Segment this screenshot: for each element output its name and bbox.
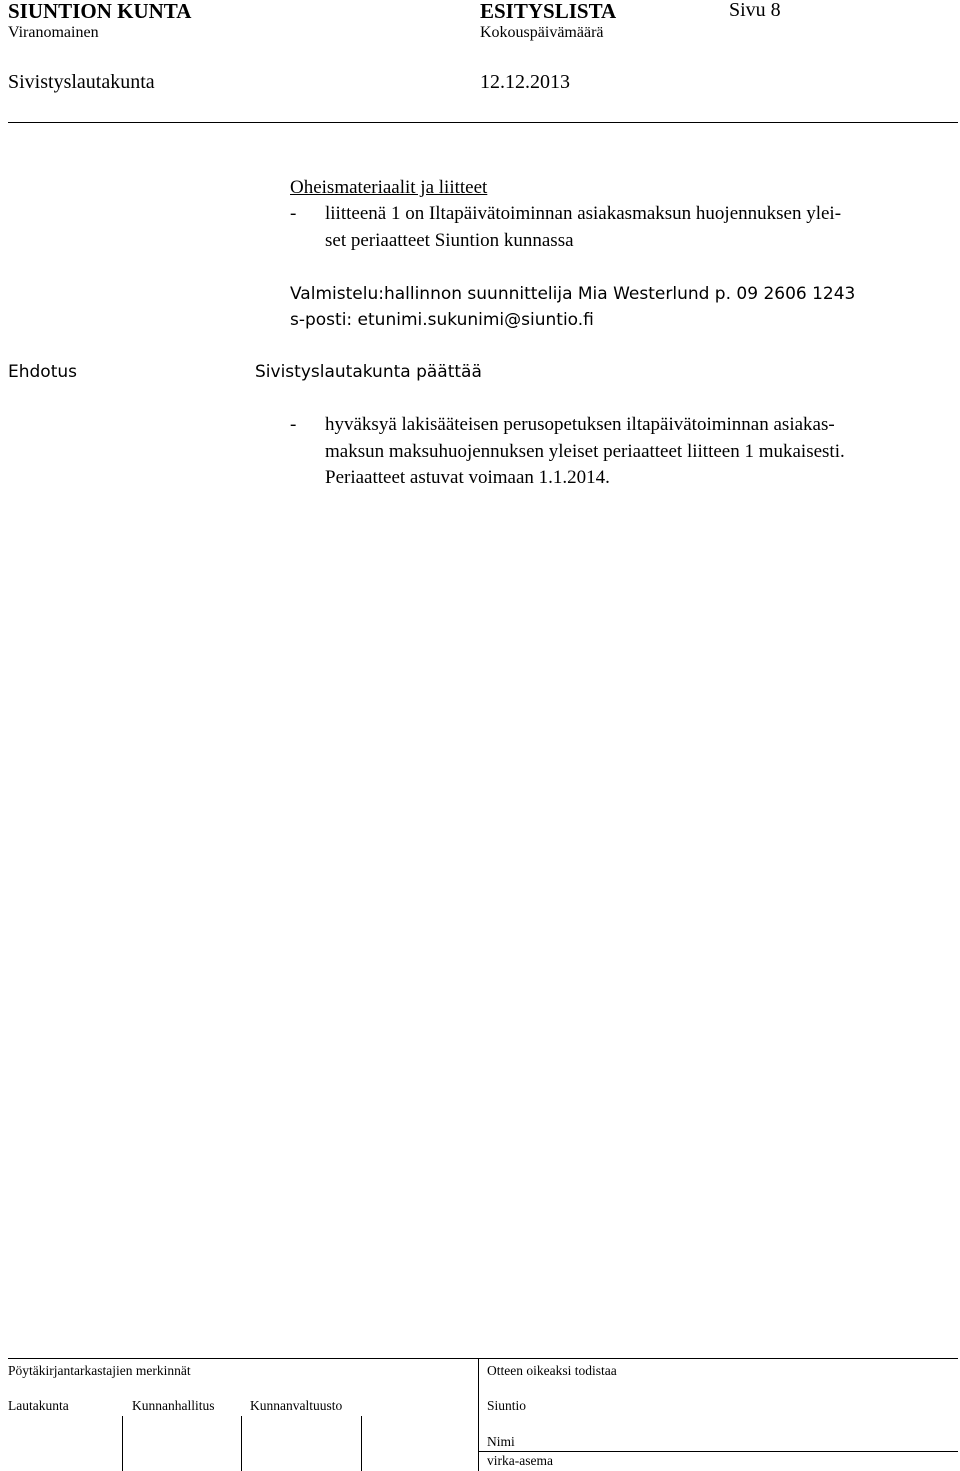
proposal-line-3: Periaatteet astuvat voimaan 1.1.2014. (325, 467, 610, 488)
footer-divider-council (361, 1416, 362, 1471)
footer-divider-top (8, 1358, 958, 1359)
attachment-line-2: set periaatteet Siuntion kunnassa (325, 230, 574, 251)
authority-value: Sivistyslautakunta (8, 71, 155, 93)
footer-signature-line (478, 1451, 958, 1452)
attachments-heading: Oheismateriaalit ja liitteet (290, 177, 488, 198)
footer-divider-vertical (478, 1358, 479, 1471)
authority-label: Viranomainen (8, 24, 99, 41)
footer-divider-executive (241, 1416, 242, 1471)
preparation-email: s-posti: etunimi.sukunimi@siuntio.fi (290, 310, 594, 330)
attachment-line-1: liitteenä 1 on Iltapäivätoiminnan asiakasmaksun huojennuksen ylei- (325, 203, 842, 224)
proposal-bullet: - (290, 414, 297, 435)
proposal-decider: Sivistyslautakunta päättää (255, 362, 482, 382)
footer-divider-board (122, 1416, 123, 1471)
name-label: Nimi (487, 1434, 515, 1449)
document-type: ESITYSLISTA (480, 0, 617, 23)
proposal-label: Ehdotus (8, 362, 78, 382)
executive-label: Kunnanhallitus (132, 1398, 215, 1413)
council-label: Kunnanvaltuusto (250, 1398, 343, 1413)
header-divider (8, 122, 958, 123)
meeting-date-label: Kokouspäivämäärä (480, 24, 604, 41)
municipality-name: SIUNTION KUNTA (8, 0, 192, 23)
attachment-bullet: - (290, 203, 297, 224)
board-label: Lautakunta (8, 1398, 69, 1413)
inspectors-label: Pöytäkirjantarkastajien merkinnät (8, 1363, 191, 1378)
municipality-label: Siuntio (487, 1398, 527, 1413)
proposal-line-2: maksun maksuhuojennuksen yleiset periaatteet liitteen 1 mukaisesti. (325, 441, 845, 462)
page-number: Sivu 8 (729, 0, 781, 21)
meeting-date-value: 12.12.2013 (480, 71, 570, 93)
proposal-line-1: hyväksyä lakisääteisen perusopetuksen iltapäivätoiminnan asiakas- (325, 414, 835, 435)
title-label: virka-asema (487, 1453, 553, 1468)
preparation-contact: Valmistelu:hallinnon suunnittelija Mia Westerlund p. 09 2606 1243 (290, 284, 856, 304)
certified-label: Otteen oikeaksi todistaa (487, 1363, 617, 1378)
